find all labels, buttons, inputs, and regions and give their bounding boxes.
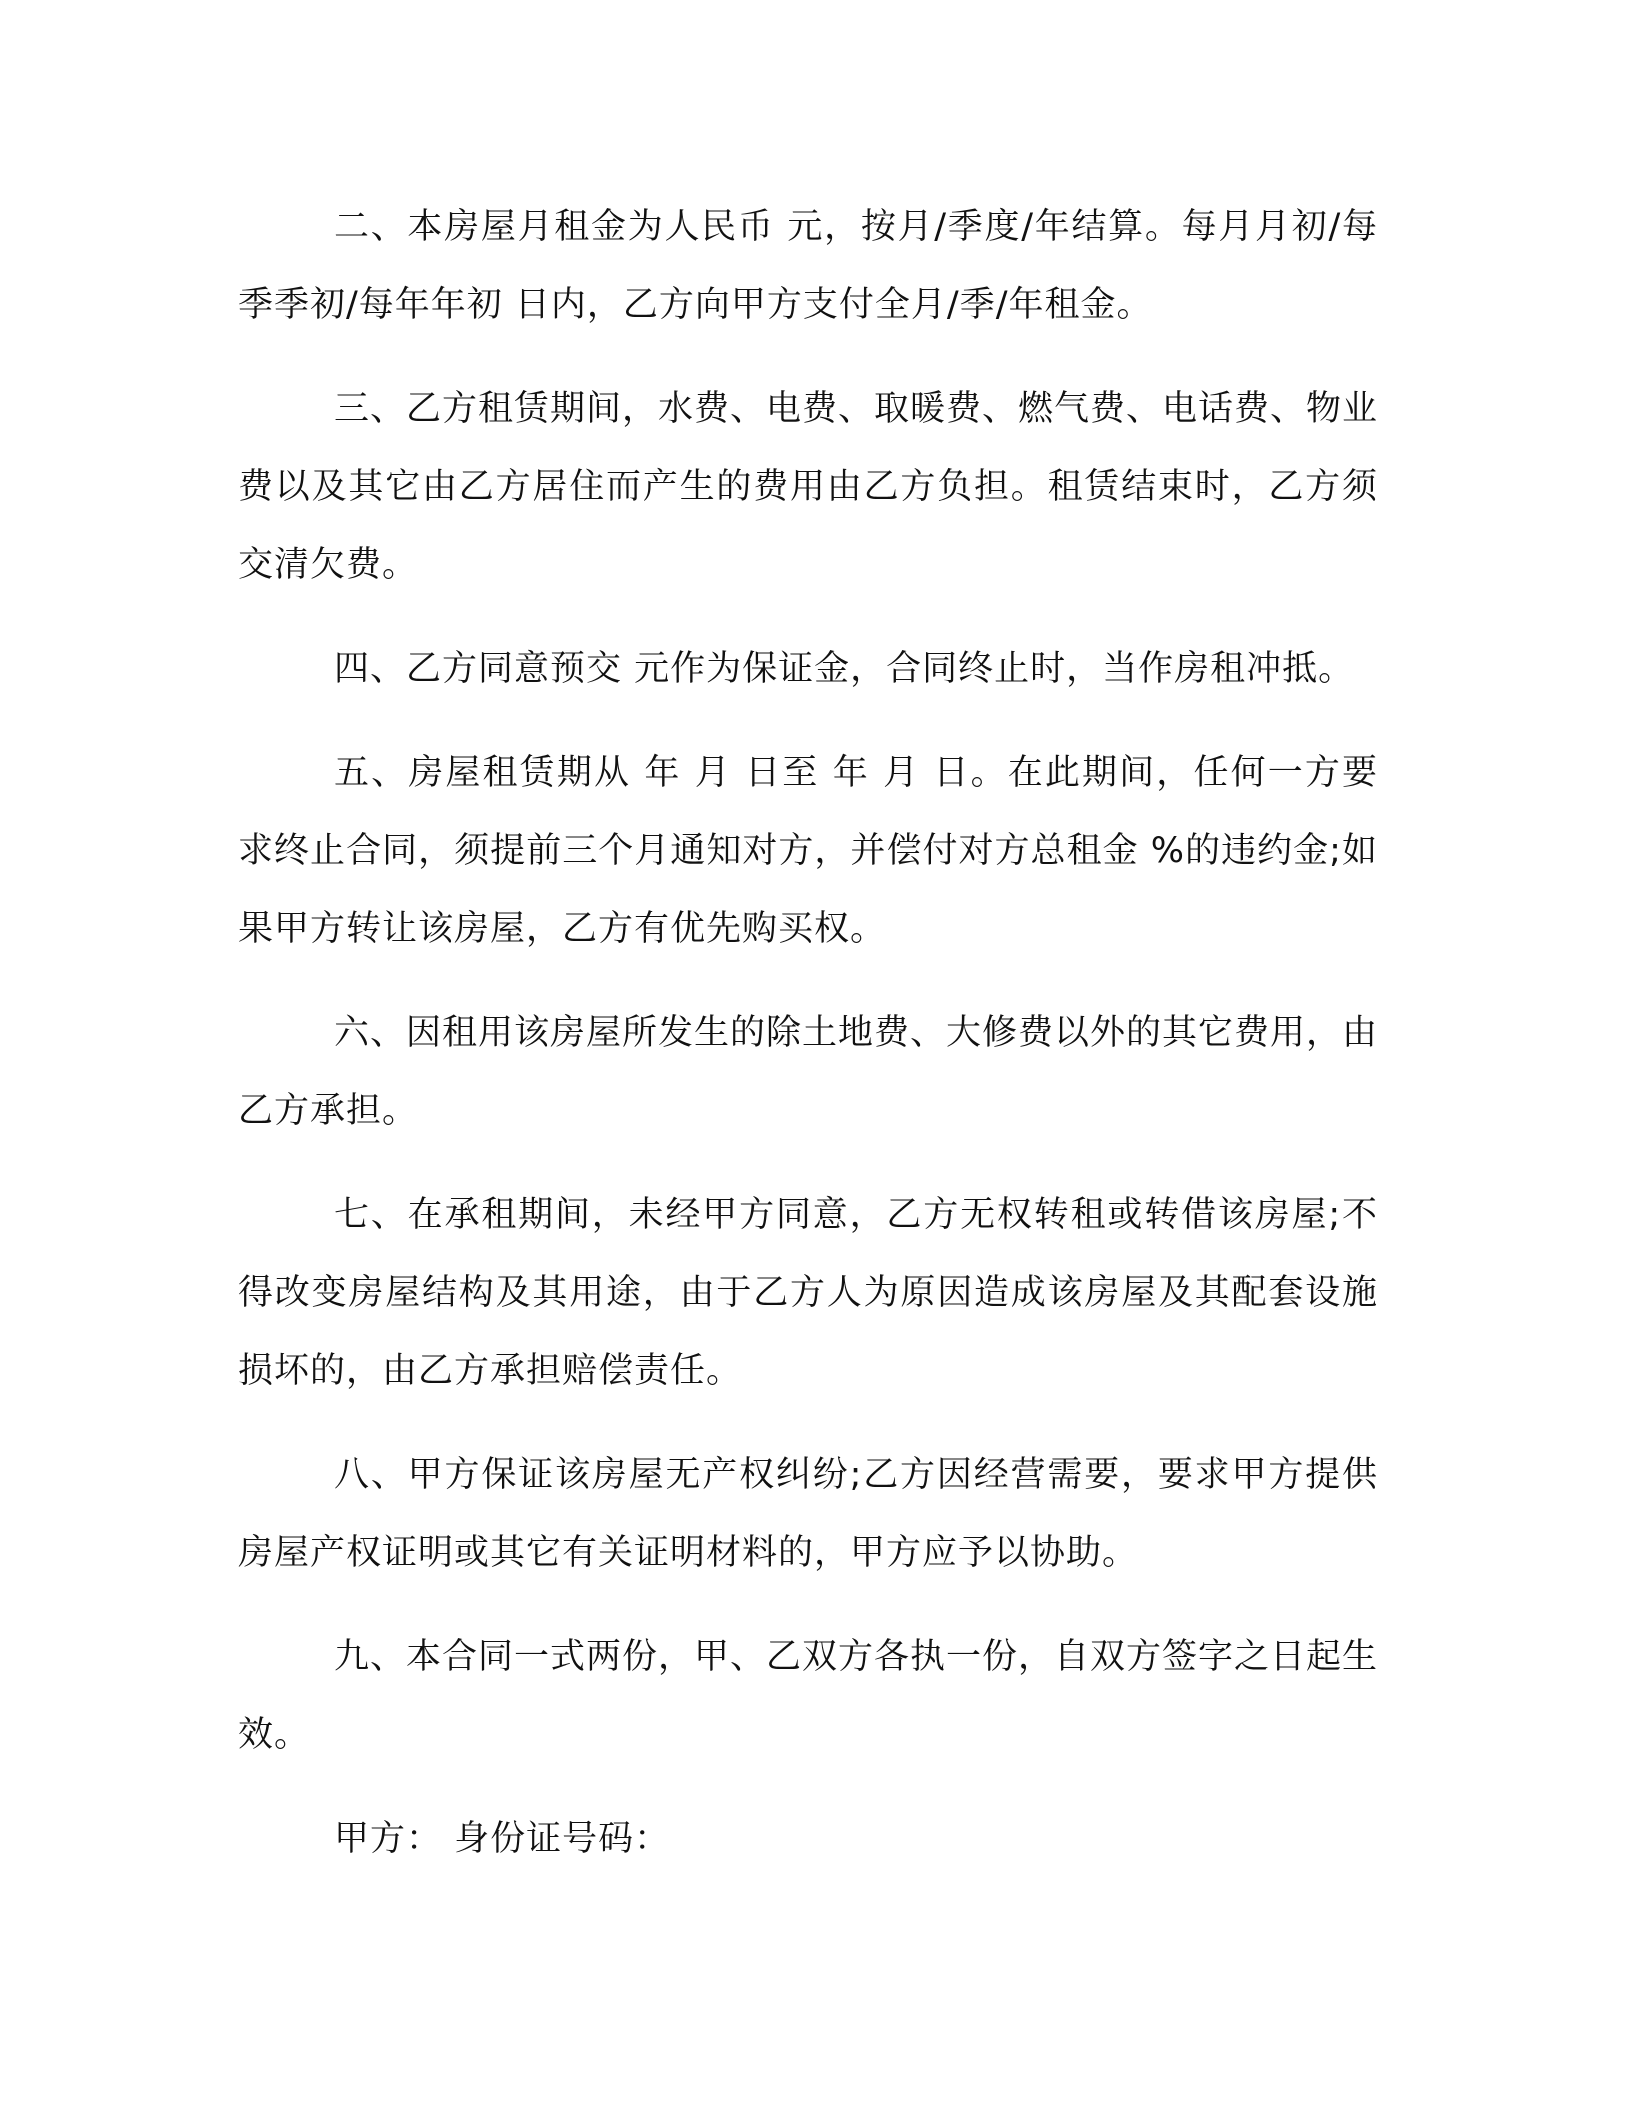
party-a-signature-line: 甲方： 身份证号码：: [334, 1819, 671, 1859]
document-body: [238, 188, 1378, 1904]
clause-6: 六、因租用该房屋所发生的除土地费、大修费以外的其它费用，由乙方承担。: [238, 1013, 1379, 1131]
clause-8: 八、甲方保证该房屋无产权纠纷;乙方因经营需要，要求甲方提供房屋产权证明或其它有关证明材料的，甲方应予以协助。: [238, 1455, 1378, 1573]
clause-5: 五、房屋租赁期从 年 月 日至 年 月 日。在此期间，任何一方要求终止合同，须提前三个月通知对方，并偿付对方总租金 %的违约金;如果甲方转让该房屋，乙方有优先购买权。: [238, 753, 1378, 949]
clause-7: 七、在承租期间，未经甲方同意，乙方无权转租或转借该房屋;不得改变房屋结构及其用途，由于乙方人为原因造成该房屋及其配套设施损坏的，由乙方承担赔偿责任。: [238, 1195, 1378, 1391]
clause-3: 三、乙方租赁期间，水费、电费、取暖费、燃气费、电话费、物业费以及其它由乙方居住而产生的费用由乙方负担。租赁结束时，乙方须交清欠费。: [238, 389, 1379, 585]
clause-9: 九、本合同一式两份，甲、乙双方各执一份，自双方签字之日起生效。: [238, 1637, 1379, 1755]
clause-4: 四、乙方同意预交 元作为保证金，合同终止时，当作房租冲抵。: [334, 649, 1355, 689]
clause-2: 二、本房屋月租金为人民币 元，按月/季度/年结算。每月月初/每季季初/每年年初 日内，乙方向甲方支付全月/季/年租金。: [238, 207, 1378, 325]
